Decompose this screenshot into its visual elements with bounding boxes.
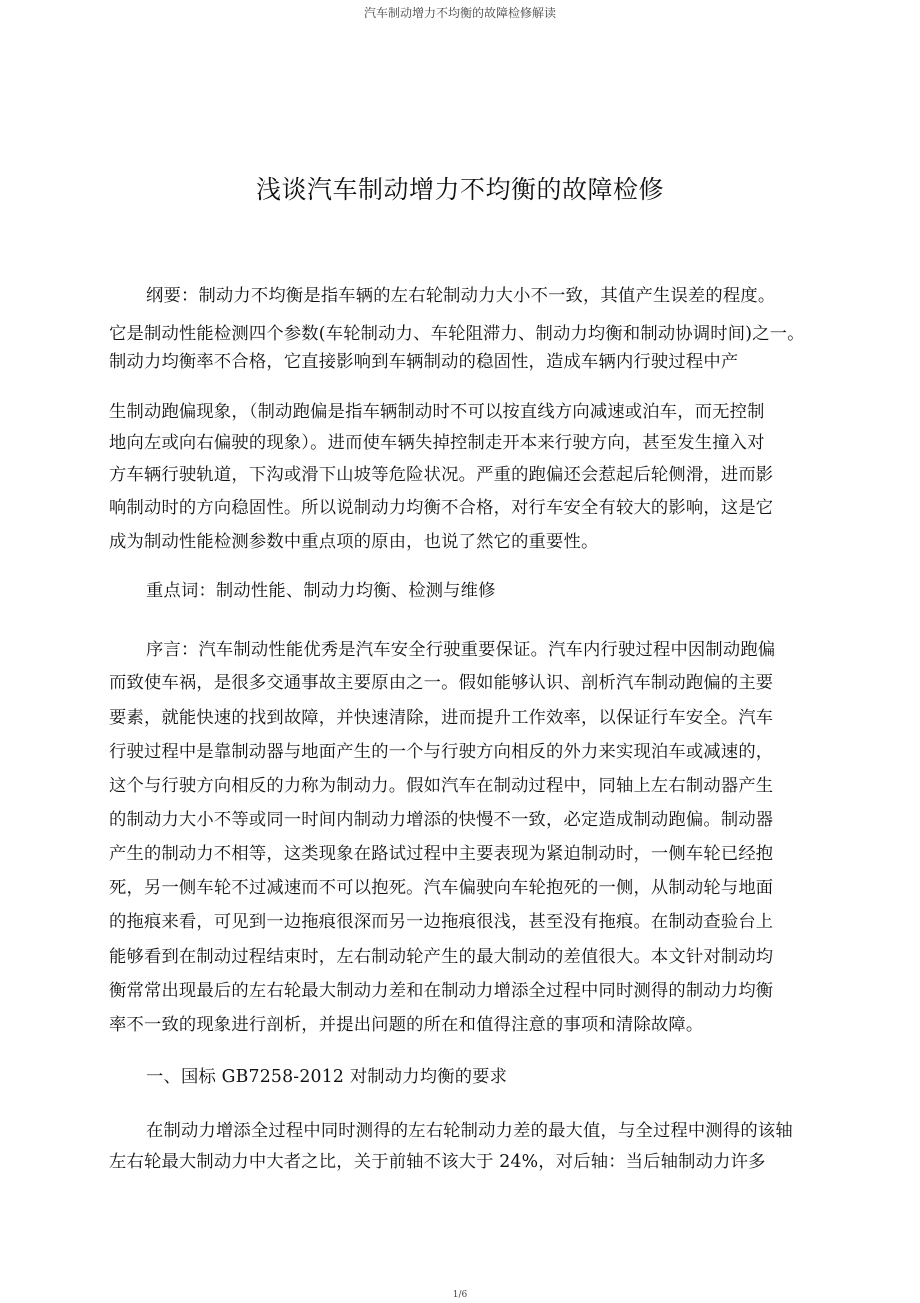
preface-line: 衡常常出现最后的左右轮最大制动力差和在制动力增添全过程中同时测得的制动力均衡 — [109, 981, 774, 1001]
abstract-line: 地向左或向右偏驶的现象）。进而使车辆失掉控制走开本来行驶方向，甚至发生撞入对 — [109, 433, 765, 453]
preface-line: 能够看到在制动过程结束时，左右制动轮产生的最大制动的差值很大。本文针对制动均 — [109, 947, 774, 967]
section-heading: 一、国标 GB7258-2012 对制动力均衡的要求 — [146, 1067, 508, 1087]
abstract-line: 制动力均衡率不合格，它直接影响到车辆制动的稳固性，造成车辆内行驶过程中产 — [109, 352, 739, 372]
abstract-line: 生制动跑偏现象，（制动跑偏是指车辆制动时不可以按直线方向减速或泊车，而无控制 — [109, 402, 765, 422]
preface-line: 率不一致的现象进行剖析，并提出问题的所在和值得注意的事项和清除故障。 — [109, 1015, 704, 1035]
page-number: 1/6 — [452, 1290, 468, 1300]
keywords: 重点词：制动性能、制动力均衡、检测与维修 — [146, 581, 496, 601]
document-title: 浅谈汽车制动增力不均衡的故障检修 — [255, 175, 664, 204]
abstract-line: 响制动时的方向稳固性。所以说制动力均衡不合格，对行车安全有较大的影响，这是它 — [109, 498, 774, 518]
preface-line: 而致使车祸，是很多交通事故主要原由之一。假如能够认识、剖析汽车制动跑偏的主要 — [109, 673, 774, 693]
section-line: 在制动力增添全过程中同时测得的左右轮制动力差的最大值，与全过程中测得的该轴 — [146, 1121, 793, 1141]
preface-line: 行驶过程中是靠制动器与地面产生的一个与行驶方向相反的外力来实现泊车或减速的， — [109, 742, 774, 762]
preface-line: 死，另一侧车轮不过减速而不可以抱死。汽车偏驶向车轮抱死的一侧，从制动轮与地面 — [109, 878, 774, 898]
preface-line: 的制动力大小不等或同一时间内制动力增添的快慢不一致，必定造成制动跑偏。制动器 — [109, 810, 774, 830]
preface-line: 的拖痕来看，可见到一边拖痕很深而另一边拖痕很浅，甚至没有拖痕。在制动查验台上 — [109, 912, 774, 932]
abstract-line: 它是制动性能检测四个参数(车轮制动力、车轮阻滞力、制动力均衡和制动协调时间)之一。 — [109, 324, 805, 344]
abstract-line: 纲要：制动力不均衡是指车辆的左右轮制动力大小不一致，其值产生误差的程度。 — [146, 286, 776, 306]
preface-line: 序言：汽车制动性能优秀是汽车安全行驶重要保证。汽车内行驶过程中因制动跑偏 — [146, 640, 776, 660]
abstract-line: 方车辆行驶轨道，下沟或滑下山坡等危险状况。严重的跑偏还会惹起后轮侧滑，进而影 — [109, 465, 774, 485]
preface-line: 这个与行驶方向相反的力称为制动力。假如汽车在制动过程中，同轴上左右制动器产生 — [109, 776, 774, 796]
preface-line: 要素，就能快速的找到故障，并快速清除，进而提升工作效率，以保证行车安全。汽车 — [109, 708, 774, 728]
running-header: 汽车制动增力不均衡的故障检修解读 — [363, 6, 556, 20]
section-line: 左右轮最大制动力中大者之比，关于前轴不该大于 24%，对后轴：当后轴制动力许多 — [109, 1152, 766, 1172]
preface-line: 产生的制动力不相等，这类现象在路试过程中主要表现为紧迫制动时，一侧车轮已经抱 — [109, 844, 774, 864]
abstract-line: 成为制动性能检测参数中重点项的原由，也说了然它的重要性。 — [109, 532, 599, 552]
